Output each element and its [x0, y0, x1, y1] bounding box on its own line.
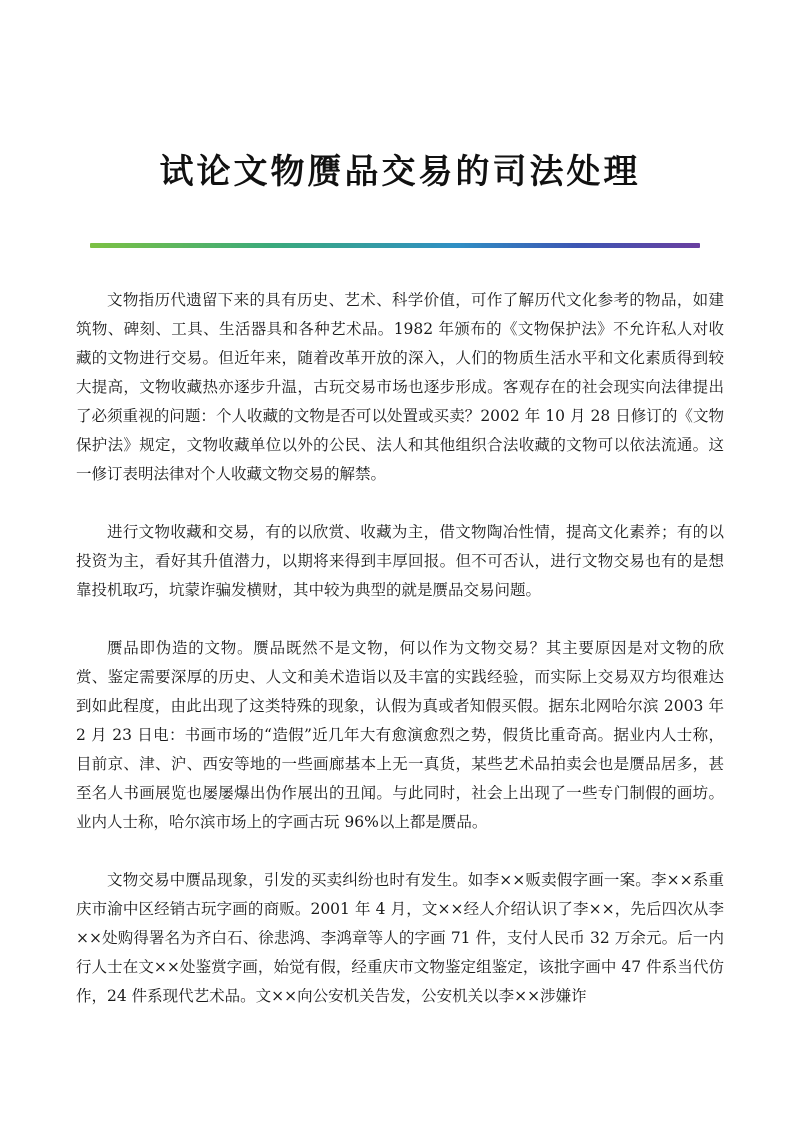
title-divider — [90, 243, 700, 248]
article-body — [76, 286, 724, 1040]
paragraph-1: 文物指历代遗留下来的具有历史、艺术、科学价值，可作了解历代文化参考的物品，如建筑物、碑刻、工具、生活器具和各种艺术品。1982 年颁布的《文物保护法》不允许私人对收藏的文物进行交易。但近年来，随着改革开放的深入，人们的物质生活水平和文化素质得到较大提高，文物收藏热亦逐步升温，古玩交易市场也逐步形成。客观存在的社会现实向法律提出了必须重视的问题：个人收藏的文物是否可以处置或买卖？2002 年 10 月 28 日修订的《文物保护法》规定，文物收藏单位以外的公民、法人和其他组织合法收藏的文物可以依法流通。这一修订表明法律对个人收藏文物交易的解禁。 — [76, 291, 724, 483]
paragraph-2: 进行文物收藏和交易，有的以欣赏、收藏为主，借文物陶冶性情，提高文化素养；有的以投资为主，看好其升值潜力，以期将来得到丰厚回报。但不可否认，进行文物交易也有的是想靠投机取巧，坑蒙诈骗发横财，其中较为典型的就是赝品交易问题。 — [76, 523, 724, 599]
page-title: 试论文物赝品交易的司法处理 — [159, 152, 641, 192]
paragraph-4: 文物交易中赝品现象，引发的买卖纠纷也时有发生。如李××贩卖假字画一案。李××系重庆市渝中区经销古玩字画的商贩。2001 年 4 月，文××经人介绍认识了李××，先后四次从李××处购得署名为齐白石、徐悲鸿、李鸿章等人的字画 71 件，支付人民币 32 万余元。后一内行人士在文××处鉴赏字画，始觉有假，经重庆市文物鉴定组鉴定，该批字画中 47 件系当代仿作，24 件系现代艺术品。文××向公安机关告发，公安机关以李××涉嫌诈 — [76, 871, 724, 1005]
paragraph-3: 赝品即伪造的文物。赝品既然不是文物，何以作为文物交易？其主要原因是对文物的欣赏、鉴定需要深厚的历史、人文和美术造诣以及丰富的实践经验，而实际上交易双方均很难达到如此程度，由此出现了这类特殊的现象，认假为真或者知假买假。据东北网哈尔滨 2003 年 2 月 23 日电：书画市场的“造假”近几年大有愈演愈烈之势，假货比重奇高。据业内人士称，目前京、津、沪、西安等地的一些画廊基本上无一真货，某些艺术品拍卖会也是赝品居多，甚至名人书画展览也屡屡爆出伪作展出的丑闻。与此同时，社会上出现了一些专门制假的画坊。业内人士称，哈尔滨市场上的字画古玩 96%以上都是赝品。 — [76, 639, 724, 831]
